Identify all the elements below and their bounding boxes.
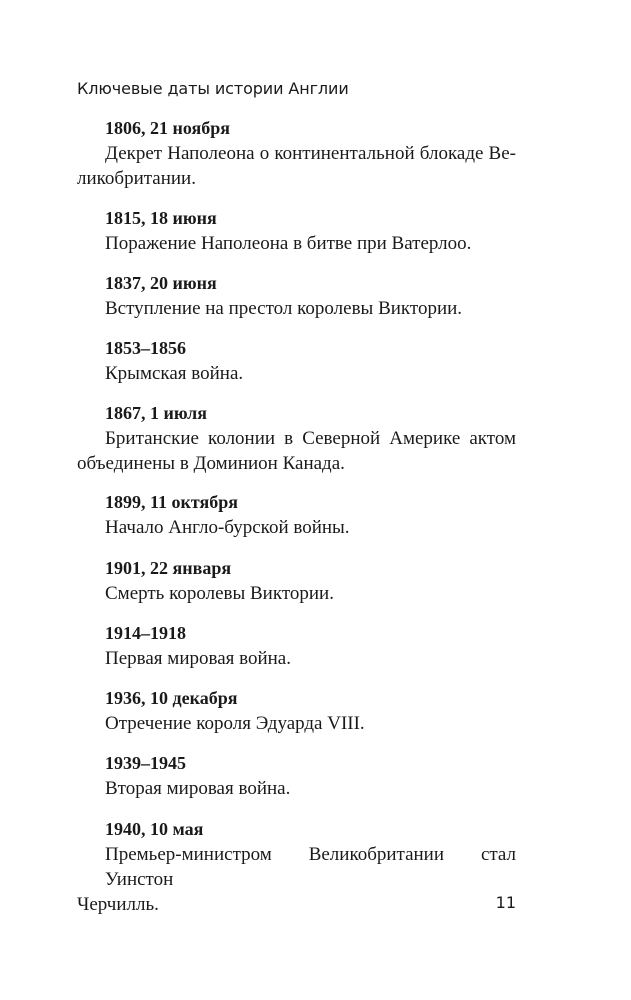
timeline-entry: [105, 686, 516, 736]
timeline-entry: [77, 401, 516, 476]
entry-date: 1914–1918: [105, 623, 186, 643]
entry-description-line: Вторая мировая война.: [105, 778, 291, 799]
timeline-entry: [77, 817, 516, 917]
entry-date: 1853–1856: [105, 338, 186, 358]
timeline-entry: [105, 556, 516, 606]
entry-date: 1867, 1 июля: [105, 403, 208, 423]
timeline-entry: [105, 271, 516, 321]
entry-description-line: Декрет Наполеона о континентальной блокаде Ве-: [105, 143, 516, 164]
entry-description-line: Смерть королевы Виктории.: [105, 583, 334, 604]
entry-description-line: Поражение Наполеона в битве при Ватерлоо.: [105, 233, 472, 254]
entry-description: [105, 581, 516, 606]
entry-description: [105, 711, 516, 736]
timeline-entry: [105, 751, 516, 801]
entry-description-line: Начало Англо-бурской войны.: [105, 517, 350, 538]
running-title: Ключевые даты истории Англии: [77, 79, 349, 98]
timeline-entry: [105, 621, 516, 671]
timeline-entry: [105, 206, 516, 256]
entry-description: [105, 361, 516, 386]
timeline-entry: [105, 490, 516, 540]
timeline-entry: [105, 336, 516, 386]
page-number: 11: [495, 893, 516, 912]
entry-date: 1936, 10 декабря: [105, 688, 238, 708]
entry-date: 1940, 10 мая: [105, 819, 204, 839]
entry-description-line: Первая мировая война.: [105, 648, 291, 669]
entry-description-line: Вступление на престол королевы Виктории.: [105, 298, 463, 319]
entry-description-line: Черчилль.: [77, 894, 159, 915]
entry-description-line: ликобритании.: [77, 168, 196, 189]
entry-description: [105, 231, 516, 256]
entry-date: 1939–1945: [105, 753, 186, 773]
entry-description: [77, 141, 516, 191]
entry-description-line: Премьер-министром Великобритании стал Уинстон: [105, 844, 516, 890]
entry-date: 1806, 21 ноября: [105, 118, 231, 138]
entry-description-line: объединены в Доминион Канада.: [77, 453, 345, 474]
entry-date: 1901, 22 января: [105, 558, 232, 578]
entry-description: [105, 515, 516, 540]
entry-description: [105, 646, 516, 671]
entry-description: [105, 296, 516, 321]
entry-description-line: Отречение короля Эдуарда VIII.: [105, 713, 365, 734]
timeline-entry: [77, 116, 516, 191]
entry-description: [77, 426, 516, 476]
entry-description: [77, 842, 516, 917]
entry-description-line: Крымская война.: [105, 363, 244, 384]
entry-date: 1837, 20 июня: [105, 273, 217, 293]
entry-date: 1899, 11 октября: [105, 492, 238, 512]
entry-description: [105, 776, 516, 801]
entry-date: 1815, 18 июня: [105, 208, 217, 228]
entry-description-line: Британские колонии в Северной Америке актом: [105, 428, 516, 449]
